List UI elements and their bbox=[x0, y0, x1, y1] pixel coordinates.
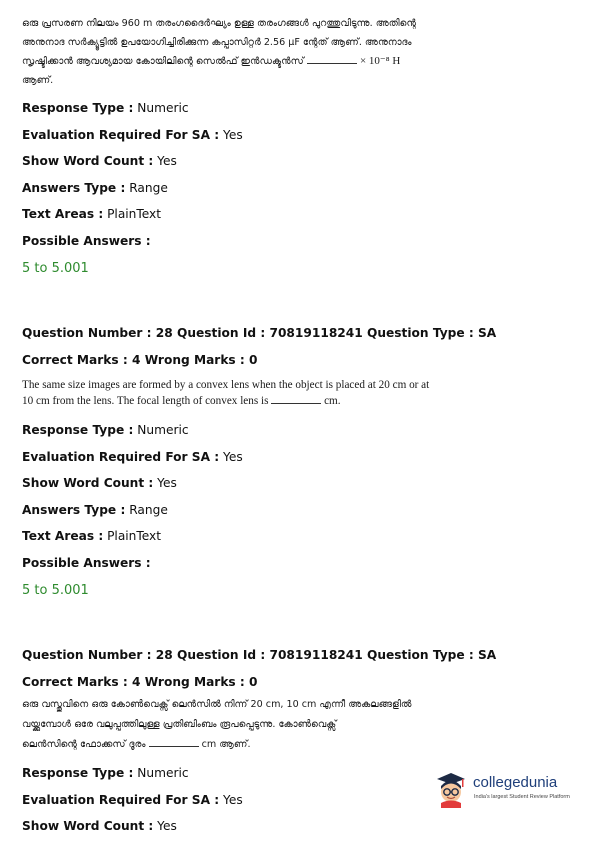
possible-answer-value: 5 to 5.001 bbox=[22, 261, 89, 276]
section-gap bbox=[22, 282, 577, 320]
response-type-row bbox=[22, 95, 577, 122]
logo-tagline: India's largest Student Review Platform bbox=[474, 794, 570, 800]
question-block-1 bbox=[22, 14, 577, 282]
field-value: Yes bbox=[219, 792, 243, 807]
field-value: Numeric bbox=[133, 766, 189, 780]
field-label: Show Word Count : bbox=[22, 154, 154, 168]
question-text-fragment: cm. bbox=[324, 395, 341, 407]
field-value: Yes bbox=[219, 449, 243, 464]
evaluation-required-row bbox=[22, 122, 577, 149]
question-text-line: വയ്ക്കുമ്പോൾ ഒരേ വലുപ്പത്തിലുള്ള പ്രതിബിംബം രൂപപ്പെടുന്നു. കോൺവെക്സ് bbox=[22, 719, 337, 730]
field-label: Text Areas : bbox=[22, 207, 104, 221]
section-gap bbox=[22, 604, 577, 642]
field-value: Yes bbox=[153, 476, 177, 490]
field-label: Response Type : bbox=[22, 423, 134, 437]
field-label: Text Areas : bbox=[22, 529, 104, 543]
question-text-fragment: cm ആണ്. bbox=[201, 739, 251, 750]
student-mascot-icon bbox=[433, 770, 469, 808]
question-text-fragment: അനുനാദ സർക്യൂട്ടിൽ ഉപയോഗിച്ചിരിക്കുന്ന കപ്പാസിറ്റർ 2.56 μF ന്റേത് ആണ്. അനുനാദം bbox=[22, 37, 412, 48]
question-text bbox=[22, 695, 577, 755]
question-text-fragment: ലെൻസിന്റെ ഫോക്കസ് ദൂരം bbox=[22, 739, 146, 750]
field-label: Response Type : bbox=[22, 766, 134, 780]
answer-blank bbox=[149, 737, 199, 747]
question-page bbox=[22, 14, 577, 840]
question-text-line bbox=[22, 52, 577, 71]
field-value: Range bbox=[125, 502, 168, 517]
question-marks: Correct Marks : 4 Wrong Marks : 0 bbox=[22, 352, 258, 367]
question-text-fragment: × 10⁻⁸ H bbox=[359, 55, 401, 67]
response-type-row bbox=[22, 417, 577, 444]
text-areas-row bbox=[22, 201, 577, 228]
field-label: Response Type : bbox=[22, 101, 134, 115]
logo-wordmark: collegedunia bbox=[473, 774, 558, 791]
question-text-line bbox=[22, 33, 577, 52]
field-label: Evaluation Required For SA : bbox=[22, 449, 220, 464]
field-label: Possible Answers : bbox=[22, 555, 151, 570]
question-text-line bbox=[22, 393, 577, 409]
answers-type-row bbox=[22, 497, 577, 524]
field-value: Numeric bbox=[133, 101, 189, 115]
question-marks: Correct Marks : 4 Wrong Marks : 0 bbox=[22, 674, 258, 689]
field-label: Show Word Count : bbox=[22, 476, 154, 490]
field-value: Yes bbox=[219, 127, 243, 142]
field-value: PlainText bbox=[103, 529, 162, 543]
field-value: PlainText bbox=[103, 207, 162, 221]
question-header: Question Number : 28 Question Id : 70819118241 Question Type : SA bbox=[22, 326, 497, 340]
field-label: Answers Type : bbox=[22, 180, 126, 195]
show-word-count-row bbox=[22, 813, 577, 840]
question-header: Question Number : 28 Question Id : 70819118241 Question Type : SA bbox=[22, 648, 497, 662]
question-text bbox=[22, 377, 577, 409]
possible-answer-value: 5 to 5.001 bbox=[22, 583, 89, 598]
question-text-line: ഒരു വസ്തുവിനെ ഒരു കോൺവെക്സ് ലെൻസിൽ നിന്ന് 20 cm, 10 cm എന്നീ അകലങ്ങളിൽ bbox=[22, 699, 412, 710]
field-label: Possible Answers : bbox=[22, 233, 151, 248]
field-label: Answers Type : bbox=[22, 502, 126, 517]
show-word-count-row bbox=[22, 470, 577, 497]
text-areas-row bbox=[22, 523, 577, 550]
possible-answers-row bbox=[22, 228, 577, 255]
question-text-line bbox=[22, 735, 577, 755]
question-text-fragment: സൃഷ്ടിക്കാൻ ആവശ്യമായ കോയിലിന്റെ സെൽഫ് ഇൻഡക്ടൻസ് bbox=[22, 56, 304, 67]
evaluation-required-row bbox=[22, 444, 577, 471]
field-value: Yes bbox=[153, 154, 177, 168]
question-text-fragment: 10 cm from the lens. The focal length of convex lens is bbox=[22, 395, 269, 407]
field-label: Evaluation Required For SA : bbox=[22, 127, 220, 142]
field-label: Show Word Count : bbox=[22, 819, 154, 833]
answers-type-row bbox=[22, 175, 577, 202]
show-word-count-row bbox=[22, 148, 577, 175]
question-text-line: ആണ്. bbox=[22, 75, 54, 86]
answer-blank bbox=[271, 394, 321, 404]
question-text bbox=[22, 14, 577, 90]
possible-answers-row bbox=[22, 550, 577, 577]
question-text-line: The same size images are formed by a convex lens when the object is placed at 20 cm or at bbox=[22, 379, 430, 391]
question-block-2 bbox=[22, 320, 577, 604]
field-value: Range bbox=[125, 180, 168, 195]
question-text-line: ഒരു പ്രസരണ നിലയം 960 m തരംഗദൈർഘ്യം ഉള്ള തരംഗങ്ങൾ പുറത്തുവിടുന്നു. അതിന്റെ bbox=[22, 18, 417, 29]
field-label: Evaluation Required For SA : bbox=[22, 792, 220, 807]
field-value: Yes bbox=[153, 819, 177, 833]
collegedunia-logo bbox=[433, 770, 583, 810]
field-value: Numeric bbox=[133, 423, 189, 437]
answer-blank bbox=[307, 54, 357, 64]
